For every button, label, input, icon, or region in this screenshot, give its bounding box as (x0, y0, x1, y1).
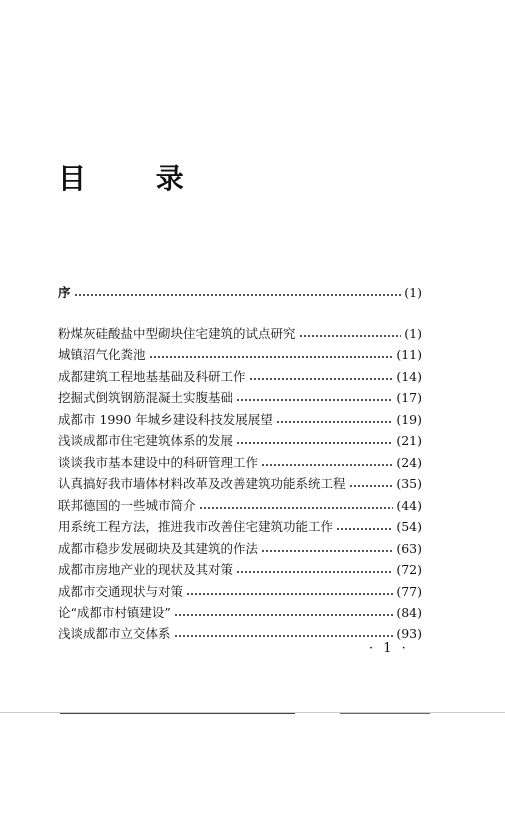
toc-entry-page: (54) (396, 519, 422, 534)
dot-leader (74, 293, 402, 297)
dot-leader (186, 592, 393, 596)
toc-entry (58, 517, 422, 537)
dot-leader (261, 549, 393, 553)
page-title: 目 录 (58, 162, 214, 195)
dot-leader (299, 334, 402, 338)
toc-entry-title: 粉煤灰硅酸盐中型砌块住宅建筑的试点研究 (58, 326, 296, 341)
toc-entry-page: (77) (396, 584, 422, 599)
scan-edge-line (60, 713, 295, 714)
toc-entry-title: 成都市稳步发展砌块及其建筑的作法 (58, 541, 259, 556)
toc-entry (58, 345, 422, 365)
table-of-contents (58, 0, 422, 819)
toc-entry-preface (58, 283, 422, 303)
toc-entry (58, 431, 422, 451)
toc-entry (58, 367, 422, 387)
toc-entry-title: 序 (58, 285, 71, 300)
toc-entry (58, 410, 422, 430)
toc-entry (58, 560, 422, 580)
toc-entry-page: (17) (396, 390, 422, 405)
toc-entry-page: (44) (396, 498, 422, 513)
dot-leader (349, 484, 394, 488)
toc-entry (58, 582, 422, 602)
dot-leader (236, 441, 393, 445)
dot-leader (236, 570, 393, 574)
dot-leader (149, 355, 394, 359)
toc-entry-page: (1) (404, 326, 422, 341)
dot-leader (236, 398, 393, 402)
toc-entry-title: 用系统工程方法，推进我市改善住宅建筑功能工作 (58, 519, 334, 534)
toc-entry-title: 联邦德国的一些城市简介 (58, 498, 196, 513)
toc-entry (58, 624, 422, 644)
toc-entry-page: (84) (396, 605, 422, 620)
toc-entry-page: (63) (396, 541, 422, 556)
toc-entry (58, 453, 422, 473)
dot-leader (174, 634, 394, 638)
toc-entry-title: 城镇沼气化粪池 (58, 347, 146, 362)
toc-entry-title: 浅谈成都市住宅建筑体系的发展 (58, 433, 234, 448)
toc-entry-page: (11) (396, 347, 422, 362)
toc-entry-page: (14) (396, 369, 422, 384)
dot-leader (261, 463, 393, 467)
toc-entry-title: 成都市 1990 年城乡建设科技发展展望 (58, 412, 273, 427)
toc-entry-title: 成都市交通现状与对策 (58, 584, 184, 599)
toc-entry-page: (1) (404, 285, 422, 300)
toc-entry-title: 成都市房地产业的现状及其对策 (58, 562, 234, 577)
toc-entry-page: (19) (396, 412, 422, 427)
page-number: · 1 · (369, 641, 409, 656)
toc-entry-page: (93) (396, 626, 422, 641)
toc-entry-title: 认真搞好我市墙体材料改革及改善建筑功能系统工程 (58, 476, 346, 491)
dot-leader (276, 420, 394, 424)
toc-entry-page: (72) (396, 562, 422, 577)
toc-entry-title: 谈谈我市基本建设中的科研管理工作 (58, 455, 259, 470)
toc-entry-page: (35) (396, 476, 422, 491)
toc-entry (58, 496, 422, 516)
dot-leader (199, 506, 394, 510)
toc-entry-title: 浅谈成都市立交体系 (58, 626, 171, 641)
toc-entry-title: 论“成都市村镇建设” (58, 605, 171, 620)
dot-leader (174, 613, 394, 617)
toc-entry (58, 388, 422, 408)
toc-entry-title: 挖掘式倒筑钢筋混凝土实腹基础 (58, 390, 234, 405)
toc-entry-page: (21) (396, 433, 422, 448)
toc-entry (58, 539, 422, 559)
toc-entry-page: (24) (396, 455, 422, 470)
toc-entry (58, 474, 422, 494)
dot-leader (249, 377, 394, 381)
toc-entry (58, 603, 422, 623)
dot-leader (336, 527, 393, 531)
toc-entry (58, 324, 422, 344)
toc-entry-title: 成都建筑工程地基基础及科研工作 (58, 369, 246, 384)
scan-edge-line (340, 713, 430, 714)
